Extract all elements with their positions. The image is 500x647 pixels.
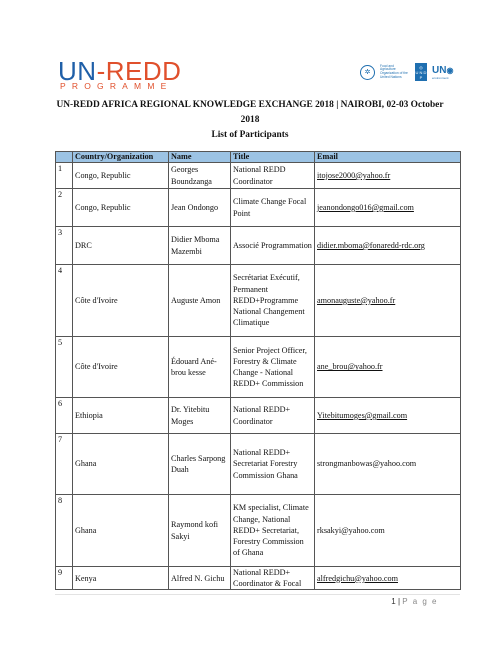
- row-country: Côte d'Ivoire: [73, 265, 169, 337]
- header-country: Country/Organization: [73, 152, 169, 163]
- row-email-link[interactable]: alfredgichu@yahoo.com: [315, 567, 461, 590]
- row-number: 9: [56, 567, 73, 590]
- table-row: [56, 567, 461, 590]
- table-header-row: [56, 152, 461, 163]
- row-number: 5: [56, 337, 73, 398]
- un-environment-globe-icon: ◉: [446, 65, 454, 75]
- row-name: Charles Sarpong Duah: [169, 434, 231, 495]
- row-title: National REDD Coordinator: [231, 163, 315, 189]
- page-word: P a g e: [402, 597, 438, 606]
- row-email-text: rksakyi@yahoo.com: [315, 495, 461, 567]
- row-name: Jean Ondongo: [169, 189, 231, 227]
- row-title: Climate Change Focal Point: [231, 189, 315, 227]
- table-row: [56, 495, 461, 567]
- row-number: 3: [56, 227, 73, 265]
- row-name: Auguste Amon: [169, 265, 231, 337]
- fao-logo-text: [380, 65, 410, 80]
- row-name: Dr. Yitebitu Moges: [169, 398, 231, 434]
- header-name: Name: [169, 152, 231, 163]
- participants-table: [55, 151, 461, 590]
- row-number: 7: [56, 434, 73, 495]
- row-number: 8: [56, 495, 73, 567]
- row-email-link[interactable]: jeanondongo016@gmail.com: [315, 189, 461, 227]
- row-title: Senior Project Officer, Forestry & Climate Change - National REDD+ Commission: [231, 337, 315, 398]
- header-email: Email: [315, 152, 461, 163]
- row-email-link[interactable]: didier.mboma@fonaredd-rdc.org: [315, 227, 461, 265]
- un-environment-logo: [432, 65, 453, 80]
- undp-logo-text: U N D P: [415, 69, 427, 80]
- row-title: National REDD+ Coordinator & Focal: [231, 567, 315, 590]
- table-row: [56, 434, 461, 495]
- row-number: 2: [56, 189, 73, 227]
- fao-logo-icon: ✲: [360, 65, 375, 80]
- row-title: National REDD+ Coordinator: [231, 398, 315, 434]
- fao-line-2: Organization of the: [380, 71, 408, 75]
- row-title: KM specialist, Climate Change, National REDD+ Secretariat, Forestry Commission of Ghana: [231, 495, 315, 567]
- table-row: [56, 398, 461, 434]
- row-country: Kenya: [73, 567, 169, 590]
- logo-programme-text: PROGRAMME: [60, 81, 173, 91]
- row-country: Ghana: [73, 495, 169, 567]
- row-title: National REDD+ Secretariat Forestry Commission Ghana: [231, 434, 315, 495]
- row-email-text: strongmanbowas@yahoo.com: [315, 434, 461, 495]
- row-email-link[interactable]: Yitebitumoges@gmail.com: [315, 398, 461, 434]
- row-email-link[interactable]: itojose2000@yahoo.fr: [315, 163, 461, 189]
- logo-redd-text: REDD: [105, 56, 182, 86]
- row-country: Congo, Republic: [73, 189, 169, 227]
- row-country: Côte d'Ivoire: [73, 337, 169, 398]
- row-number: 4: [56, 265, 73, 337]
- row-country: Ghana: [73, 434, 169, 495]
- row-country: DRC: [73, 227, 169, 265]
- header-no: [56, 152, 73, 163]
- row-email-link[interactable]: amonauguste@yahoo.fr: [315, 265, 461, 337]
- row-name: Didier Mboma Mazembi: [169, 227, 231, 265]
- partner-logos: [360, 62, 453, 82]
- logo-un-text: UN: [58, 56, 97, 86]
- row-title: Associé Programmation: [231, 227, 315, 265]
- undp-logo-icon: [415, 63, 427, 81]
- row-number: 1: [56, 163, 73, 189]
- un-environment-main: UN: [432, 64, 447, 76]
- row-country: Ethiopia: [73, 398, 169, 434]
- page-footer: [391, 597, 438, 606]
- header-title: Title: [231, 152, 315, 163]
- table-row: [56, 227, 461, 265]
- row-number: 6: [56, 398, 73, 434]
- logo-dash: -: [96, 56, 106, 86]
- row-country: Congo, Republic: [73, 163, 169, 189]
- table-row: [56, 163, 461, 189]
- fao-line-3: United Nations: [380, 74, 402, 79]
- row-name: Georges Boundzanga: [169, 163, 231, 189]
- document-title-line-2: 2018: [240, 115, 260, 125]
- document-title-line-1: UN-REDD AFRICA REGIONAL KNOWLEDGE EXCHANGE 2018 | NAIROBI, 02-03 October: [56, 100, 444, 110]
- undp-emblem-icon: ◎: [419, 64, 423, 70]
- footer-divider: [55, 594, 460, 595]
- un-environment-sub: environment: [432, 75, 449, 80]
- row-name: Édouard Ané-brou kesse: [169, 337, 231, 398]
- list-title: List of Participants: [211, 130, 289, 140]
- table-row: [56, 265, 461, 337]
- page-number: 1: [391, 597, 396, 606]
- row-name: Raymond kofi Sakyi: [169, 495, 231, 567]
- table-row: [56, 337, 461, 398]
- page-separator: |: [395, 597, 403, 606]
- document-title: [50, 98, 450, 128]
- table-row: [56, 189, 461, 227]
- row-name: Alfred N. Gichu: [169, 567, 231, 590]
- row-title: Secrétariat Exécutif, Permanent REDD+Programme National Changement Climatique: [231, 265, 315, 337]
- row-email-link[interactable]: ane_brou@yahoo.fr: [315, 337, 461, 398]
- fao-line-1: Food and Agriculture: [380, 63, 396, 72]
